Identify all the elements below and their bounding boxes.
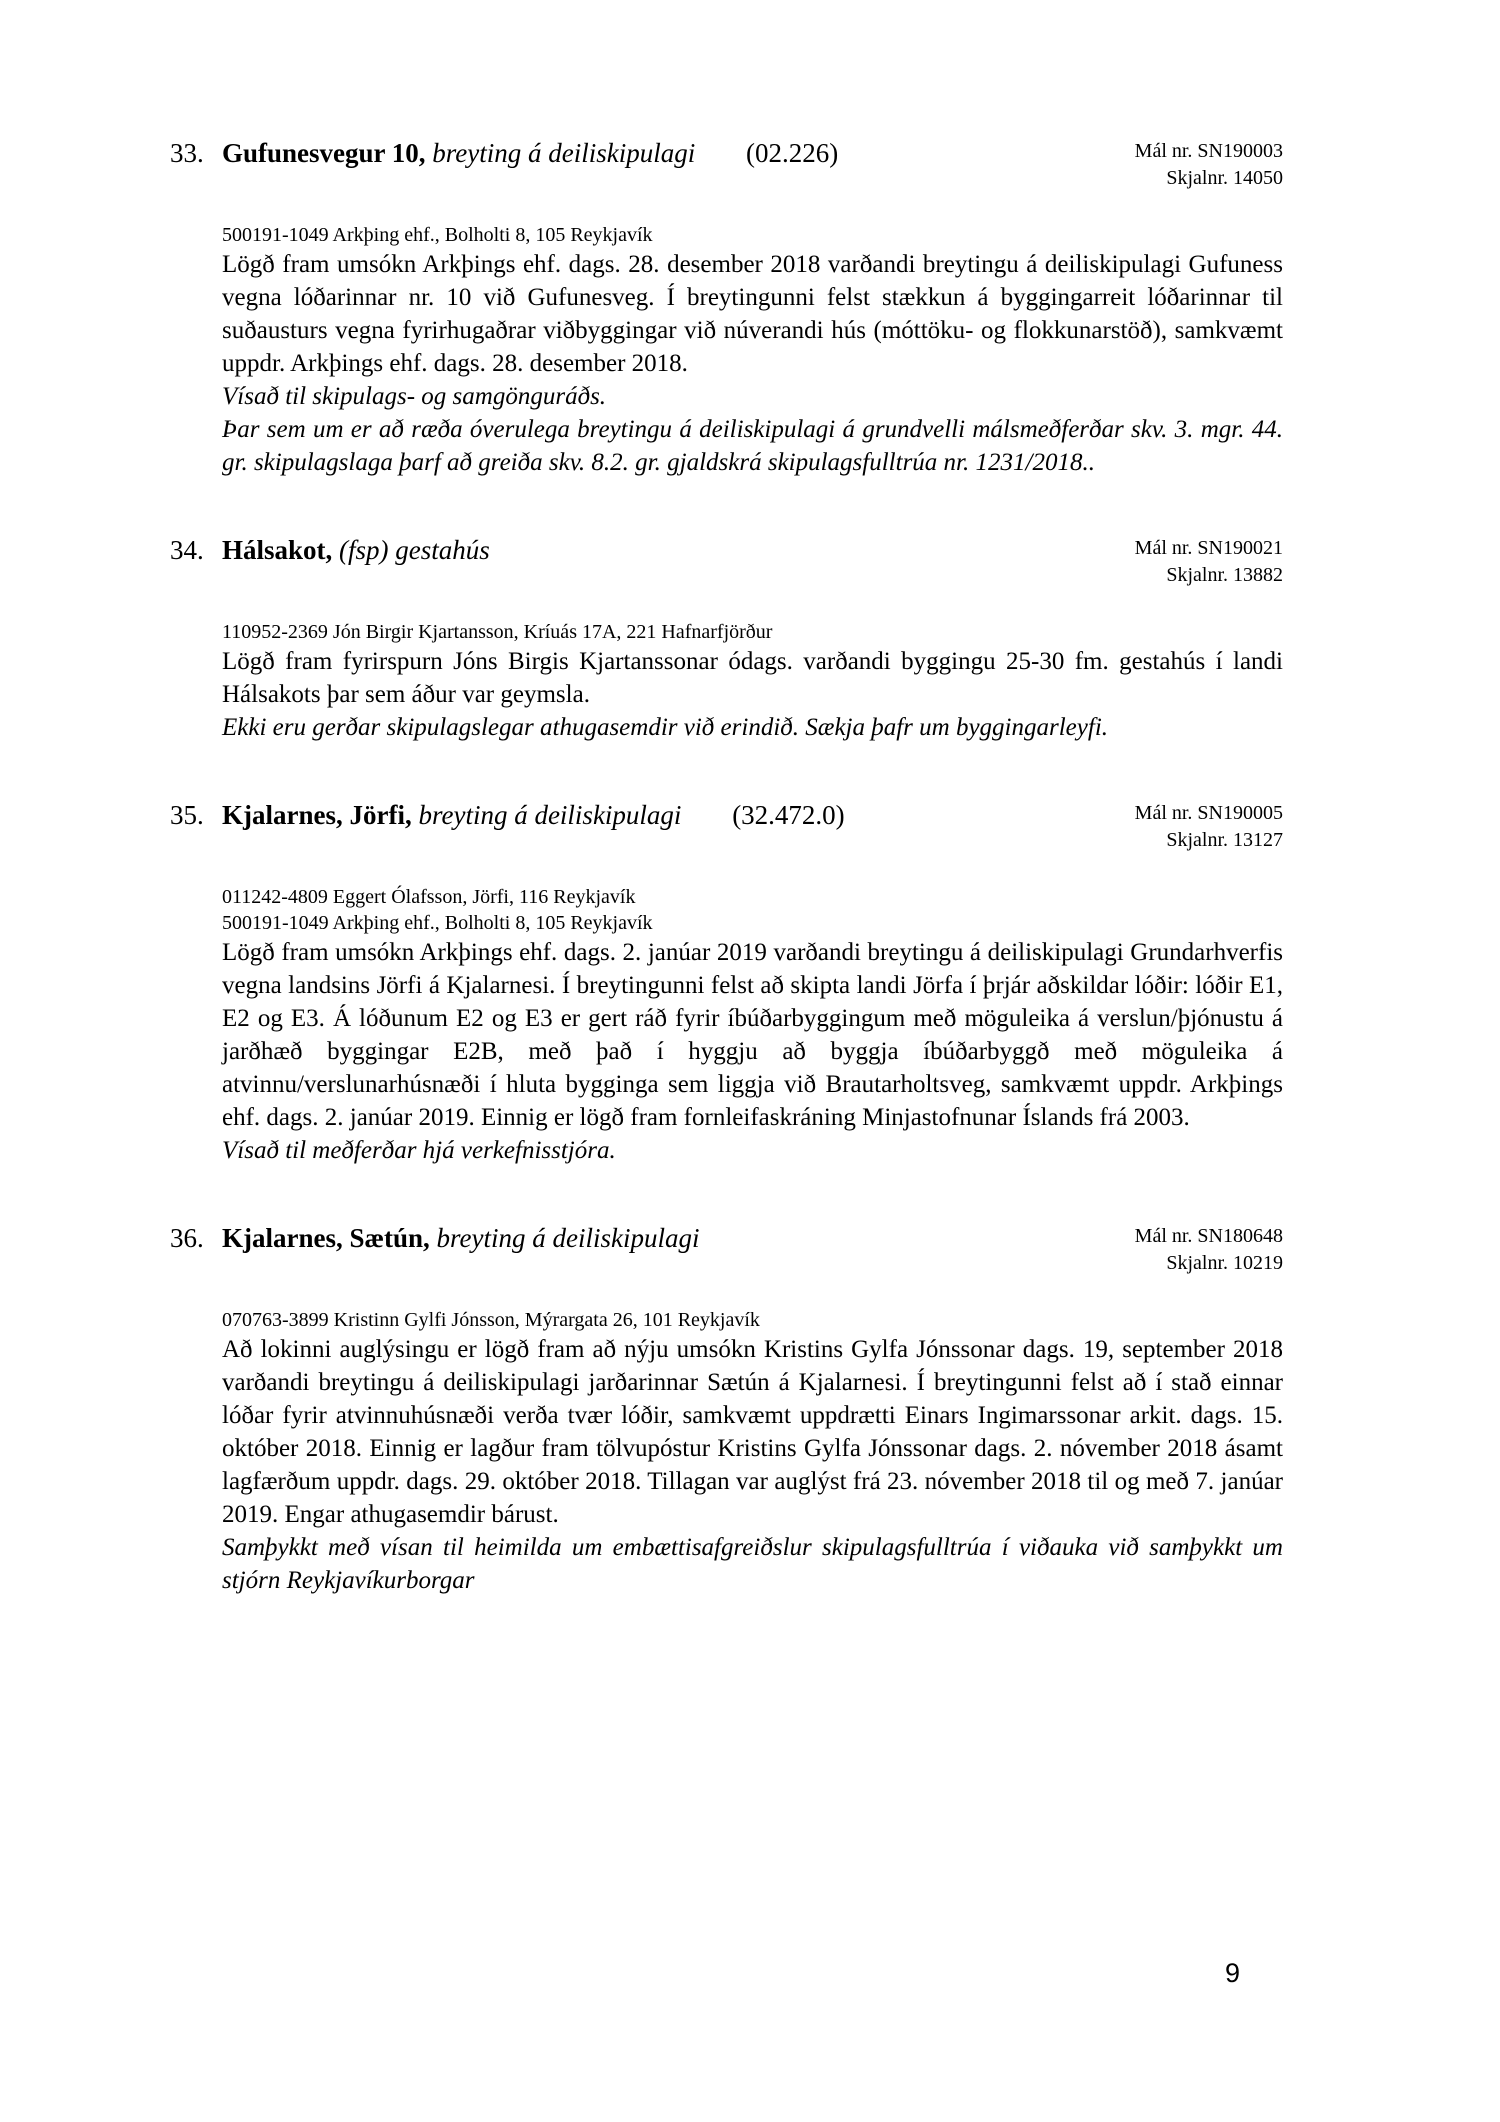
item-title	[222, 138, 838, 169]
item-header	[170, 1223, 1283, 1277]
item-number: 36.	[170, 1223, 204, 1253]
item-title	[222, 1223, 700, 1254]
item-title-type: breyting á deiliskipulagi	[418, 800, 682, 830]
body-paragraph: Að lokinni auglýsingu er lögð fram að nýju umsókn Kristins Gylfa Jónssonar dags. 19, september 2018 varðandi breytingu á deiliskipulagi jarðarinnar Sætún á Kjalarnesi. Í breytingunni felst að í stað einnar lóðar fyrir atvinnuhúsnæði verða tvær lóðir, samkvæmt uppdrætti Einars Ingimarssonar arkit. dags. 15. október 2018. Einnig er lagður fram tölvupóstur Kristins Gylfa Jónssonar dags. 2. nóvember 2018 ásamt lagfærðum uppdr. dags. 29. október 2018. Tillagan var auglýst frá 23. nóvember 2018 til og með 7. janúar 2019. Engar athugasemdir bárust.	[222, 1336, 1283, 1528]
resolution-paragraph: Þar sem um er að ræða óverulega breytingu á deiliskipulagi á grundvelli málsmeðferðar skv. 3. mgr. 44. gr. skipulagslaga þarf að greiða skv. 8.2. gr. gjaldskrá skipulagsfulltrúa nr. 1231/2018..	[222, 416, 1283, 476]
item-title-type: (fsp) gestahús	[339, 535, 490, 565]
item-title	[222, 535, 490, 566]
body-paragraph: Lögð fram umsókn Arkþings ehf. dags. 28. desember 2018 varðandi breytingu á deiliskipulagi Gufuness vegna lóðarinnar nr. 10 við Gufunesveg. Í breytingunni felst stækkun á byggingarreit lóðarinnar til suðausturs vegna fyrirhugaðrar viðbyggingar við núverandi hús (móttöku- og flokkunarstöð), samkvæmt uppdr. Arkþings ehf. dags. 28. desember 2018.	[222, 251, 1283, 377]
case-number: Mál nr. SN190021	[1134, 537, 1283, 559]
registrant-line: 110952-2369 Jón Birgir Kjartansson, Kríuás 17A, 221 Hafnarfjörður	[222, 621, 773, 643]
registrant-line: 500191-1049 Arkþing ehf., Bolholti 8, 105 Reykjavík	[222, 912, 653, 934]
minutes-content	[170, 138, 1283, 1597]
agenda-item-33	[170, 138, 1283, 479]
item-area-code: (02.226)	[746, 138, 839, 168]
item-title	[222, 800, 845, 831]
item-title-type: breyting á deiliskipulagi	[432, 138, 696, 168]
item-content	[222, 884, 1283, 1167]
document-number: Skjalnr. 13882	[1166, 564, 1283, 586]
item-content	[222, 1307, 1283, 1597]
item-title-type: breyting á deiliskipulagi	[436, 1223, 700, 1253]
item-content	[222, 222, 1283, 479]
item-number: 33.	[170, 138, 204, 168]
document-number: Skjalnr. 10219	[1166, 1252, 1283, 1274]
body-paragraph: Lögð fram umsókn Arkþings ehf. dags. 2. janúar 2019 varðandi breytingu á deiliskipulagi Grundarhverfis vegna landsins Jörfi á Kjalarnesi. Í breytingunni felst að skipta landi Jörfa í þrjár aðskildar lóðir: lóðir E1, E2 og E3. Á lóðunum E2 og E3 er gert ráð fyrir íbúðarbyggingum með möguleika á verslun/þjónustu á jarðhæð byggingar E2B, með það í hyggju að byggja íbúðarbyggð með möguleika á atvinnu/verslunarhúsnæði í hluta bygginga sem liggja við Brautarholtsveg, samkvæmt uppdr. Arkþings ehf. dags. 2. janúar 2019. Einnig er lögð fram fornleifaskráning Minjastofnunar Íslands frá 2003.	[222, 939, 1283, 1131]
item-title-name: Gufunesvegur 10,	[222, 138, 426, 168]
case-reference	[1135, 1223, 1283, 1277]
agenda-item-35	[170, 800, 1283, 1167]
item-number: 34.	[170, 535, 204, 565]
case-number: Mál nr. SN190003	[1134, 140, 1283, 162]
agenda-item-36	[170, 1223, 1283, 1597]
item-title-name: Kjalarnes, Sætún,	[222, 1223, 430, 1253]
page-number: 9	[1225, 1958, 1241, 1988]
case-number: Mál nr. SN180648	[1134, 1225, 1283, 1247]
registrant-line: 011242-4809 Eggert Ólafsson, Jörfi, 116 Reykjavík	[222, 886, 636, 908]
resolution-paragraph: Vísað til skipulags- og samgönguráðs.	[222, 383, 607, 410]
registrant-line: 070763-3899 Kristinn Gylfi Jónsson, Mýrargata 26, 101 Reykjavík	[222, 1309, 760, 1331]
document-number: Skjalnr. 14050	[1166, 167, 1283, 189]
item-number: 35.	[170, 800, 204, 830]
item-content	[222, 619, 1283, 744]
item-title-name: Kjalarnes, Jörfi,	[222, 800, 412, 830]
resolution-paragraph: Ekki eru gerðar skipulagslegar athugasemdir við erindið. Sækja þafr um byggingarleyfi.	[222, 714, 1109, 741]
body-paragraph: Lögð fram fyrirspurn Jóns Birgis Kjartanssonar ódags. varðandi byggingu 25-30 fm. gestahús í landi Hálsakots þar sem áður var geymsla.	[222, 648, 1283, 708]
resolution-paragraph: Vísað til meðferðar hjá verkefnisstjóra.	[222, 1137, 616, 1164]
agenda-item-34	[170, 535, 1283, 744]
registrant-line: 500191-1049 Arkþing ehf., Bolholti 8, 105 Reykjavík	[222, 224, 653, 246]
document-number: Skjalnr. 13127	[1166, 829, 1283, 851]
resolution-paragraph: Samþykkt með vísan til heimilda um embættisafgreiðslur skipulagsfulltrúa í viðauka við samþykkt um stjórn Reykjavíkurborgar	[222, 1534, 1283, 1594]
item-header	[170, 800, 1283, 854]
item-header	[170, 535, 1283, 589]
case-number: Mál nr. SN190005	[1134, 802, 1283, 824]
case-reference	[1135, 138, 1283, 192]
item-title-name: Hálsakot,	[222, 535, 333, 565]
case-reference	[1135, 535, 1283, 589]
case-reference	[1135, 800, 1283, 854]
item-header	[170, 138, 1283, 192]
item-area-code: (32.472.0)	[732, 800, 845, 830]
